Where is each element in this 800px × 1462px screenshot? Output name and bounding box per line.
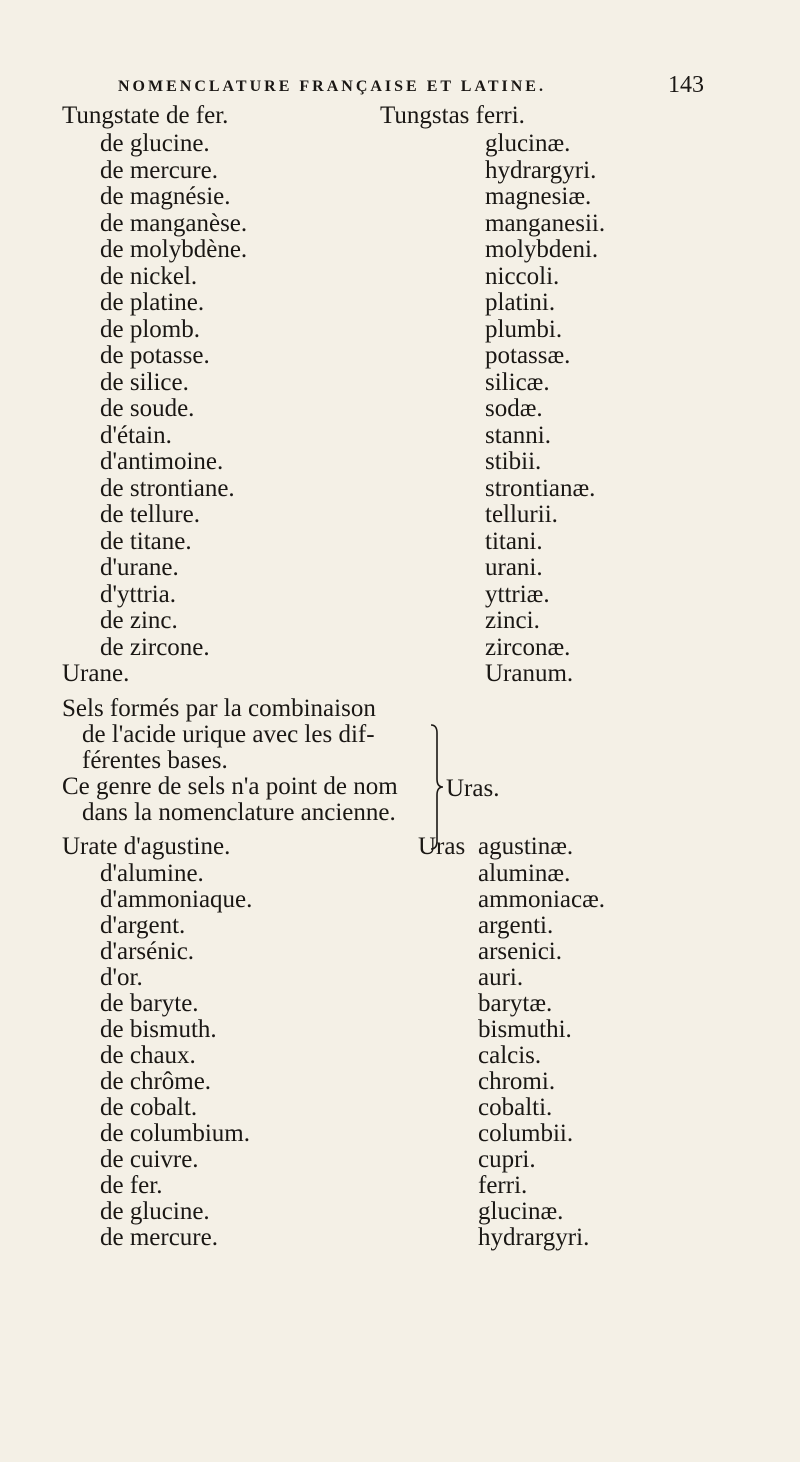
french-term: de baryte. [100, 990, 199, 1017]
latin-term: glucinæ. [485, 130, 571, 157]
latin-term: urani. [485, 554, 543, 581]
page-number: 143 [668, 72, 704, 98]
latin-term: Tungstas ferri. [380, 102, 525, 129]
table-row [0, 1147, 800, 1173]
french-term: d'étain. [100, 421, 172, 449]
french-term: d'antimoine. [100, 448, 224, 475]
french-term: de mercure. [100, 1224, 218, 1251]
table-row [0, 939, 800, 965]
table-row [0, 1121, 800, 1147]
note-line: férentes bases. [82, 747, 228, 774]
table-row [0, 449, 800, 475]
french-term: de cuivre. [100, 1146, 199, 1173]
latin-term: tellurii. [485, 501, 558, 528]
latin-term: chromi. [478, 1068, 556, 1095]
french-term: d'argent. [100, 912, 186, 939]
table-row [0, 211, 800, 237]
table-row [0, 184, 800, 210]
latin-term: argenti. [478, 912, 554, 939]
latin-term: silicæ. [485, 368, 550, 396]
table-row [0, 555, 800, 581]
table-row [0, 1043, 800, 1069]
table-row [0, 370, 800, 396]
latin-term: yttriæ. [485, 580, 550, 608]
french-term: Tungstate de fer. [62, 102, 229, 129]
note-line: Ce genre de sels n'a point de nom [62, 773, 398, 800]
french-term: de glucine. [100, 130, 210, 157]
latin-term: aluminæ. [478, 860, 571, 887]
brace [430, 723, 444, 851]
latin-term: cupri. [478, 1146, 536, 1173]
note-line: de l'acide urique avec les dif- [82, 721, 375, 748]
table-row [0, 529, 800, 555]
latin-term: cobalti. [478, 1094, 553, 1121]
latin-term: manganesii. [485, 209, 606, 237]
table-row [0, 1095, 800, 1121]
latin-term: bismuthi. [478, 1016, 572, 1043]
french-term: d'or. [100, 964, 143, 991]
french-term: de manganèse. [100, 209, 248, 237]
french-term: de strontiane. [100, 474, 235, 502]
table-row [0, 635, 800, 661]
french-term: de molybdène. [100, 236, 248, 263]
table-row [0, 237, 800, 263]
french-term: de chrôme. [100, 1068, 212, 1095]
latin-term: Uras. [446, 775, 500, 802]
table-row [0, 1173, 800, 1199]
latin-term: zinci. [485, 607, 540, 634]
table-row [0, 913, 800, 939]
french-term: de tellure. [100, 501, 200, 528]
latin-term: hydrargyri. [485, 156, 597, 184]
french-term: de columbium. [100, 1120, 250, 1147]
table-row [0, 396, 800, 422]
french-term: de plomb. [100, 315, 200, 343]
table-row [0, 502, 800, 528]
latin-term: Uranum. [485, 660, 574, 687]
french-term: de zinc. [100, 607, 178, 634]
latin-term: titani. [485, 527, 543, 555]
table-row [0, 103, 800, 129]
french-term: d'alumine. [100, 860, 204, 887]
latin-term: niccoli. [485, 262, 560, 290]
latin-term: sodæ. [485, 395, 543, 422]
latin-term: barytæ. [478, 990, 553, 1017]
table-row [0, 861, 800, 887]
french-term: de cobalt. [100, 1094, 198, 1121]
french-term: de zircone. [100, 633, 210, 661]
latin-term: molybdeni. [485, 236, 599, 263]
latin-term: platini. [485, 289, 556, 316]
latin-term: glucinæ. [478, 1198, 564, 1225]
table-row [0, 158, 800, 184]
latin-term: stibii. [485, 448, 542, 475]
table-row [0, 290, 800, 316]
latin-term: ammoniacæ. [478, 886, 606, 913]
french-term: de platine. [100, 289, 205, 316]
french-term: d'arsénic. [100, 938, 195, 965]
latin-term: calcis. [478, 1042, 542, 1069]
latin-term: hydrargyri. [478, 1224, 590, 1251]
latin-term: strontianæ. [485, 474, 596, 502]
table-row [0, 582, 800, 608]
french-term: de nickel. [100, 262, 198, 290]
french-term: de potasse. [100, 342, 210, 369]
table-row [0, 834, 800, 860]
table-row [0, 991, 800, 1017]
french-term: d'yttria. [100, 580, 177, 608]
latin-term: stanni. [485, 421, 551, 449]
note-line: dans la nomenclature ancienne. [82, 799, 396, 826]
table-row [0, 887, 800, 913]
latin-term: ferri. [478, 1172, 528, 1199]
french-term: d'ammoniaque. [100, 886, 253, 913]
latin-term: auri. [478, 964, 524, 991]
french-term: de glucine. [100, 1198, 210, 1225]
french-term: d'urane. [100, 554, 179, 581]
french-term: Urate d'agustine. [62, 833, 231, 860]
table-row [0, 608, 800, 634]
table-row [0, 343, 800, 369]
french-term: de bismuth. [100, 1016, 217, 1043]
latin-term: arsenici. [478, 938, 562, 965]
latin-term: columbii. [478, 1120, 574, 1147]
latin-term: plumbi. [485, 315, 563, 343]
latin-term: zirconæ. [485, 633, 571, 661]
table-row [0, 661, 800, 687]
table-row [0, 1017, 800, 1043]
table-row [0, 131, 800, 157]
latin-prefix: Uras [418, 833, 466, 860]
french-term: de titane. [100, 527, 192, 555]
table-row [0, 1225, 800, 1251]
table-row [0, 1199, 800, 1225]
table-row [0, 264, 800, 290]
note-line: Sels formés par la combinaison [62, 695, 376, 722]
french-term: Urane. [62, 660, 130, 687]
table-row [0, 423, 800, 449]
french-term: de chaux. [100, 1042, 196, 1069]
table-row [0, 317, 800, 343]
running-header: NOMENCLATURE FRANÇAISE ET LATINE. [118, 78, 546, 95]
french-term: de soude. [100, 395, 195, 422]
latin-term: potassæ. [485, 342, 571, 369]
table-row [0, 476, 800, 502]
french-term: de mercure. [100, 156, 218, 184]
french-term: de magnésie. [100, 183, 231, 210]
french-term: de fer. [100, 1172, 163, 1199]
table-row [0, 965, 800, 991]
french-term: de silice. [100, 368, 189, 396]
table-row [0, 1069, 800, 1095]
latin-term: magnesiæ. [485, 183, 592, 210]
latin-term: agustinæ. [478, 833, 574, 860]
